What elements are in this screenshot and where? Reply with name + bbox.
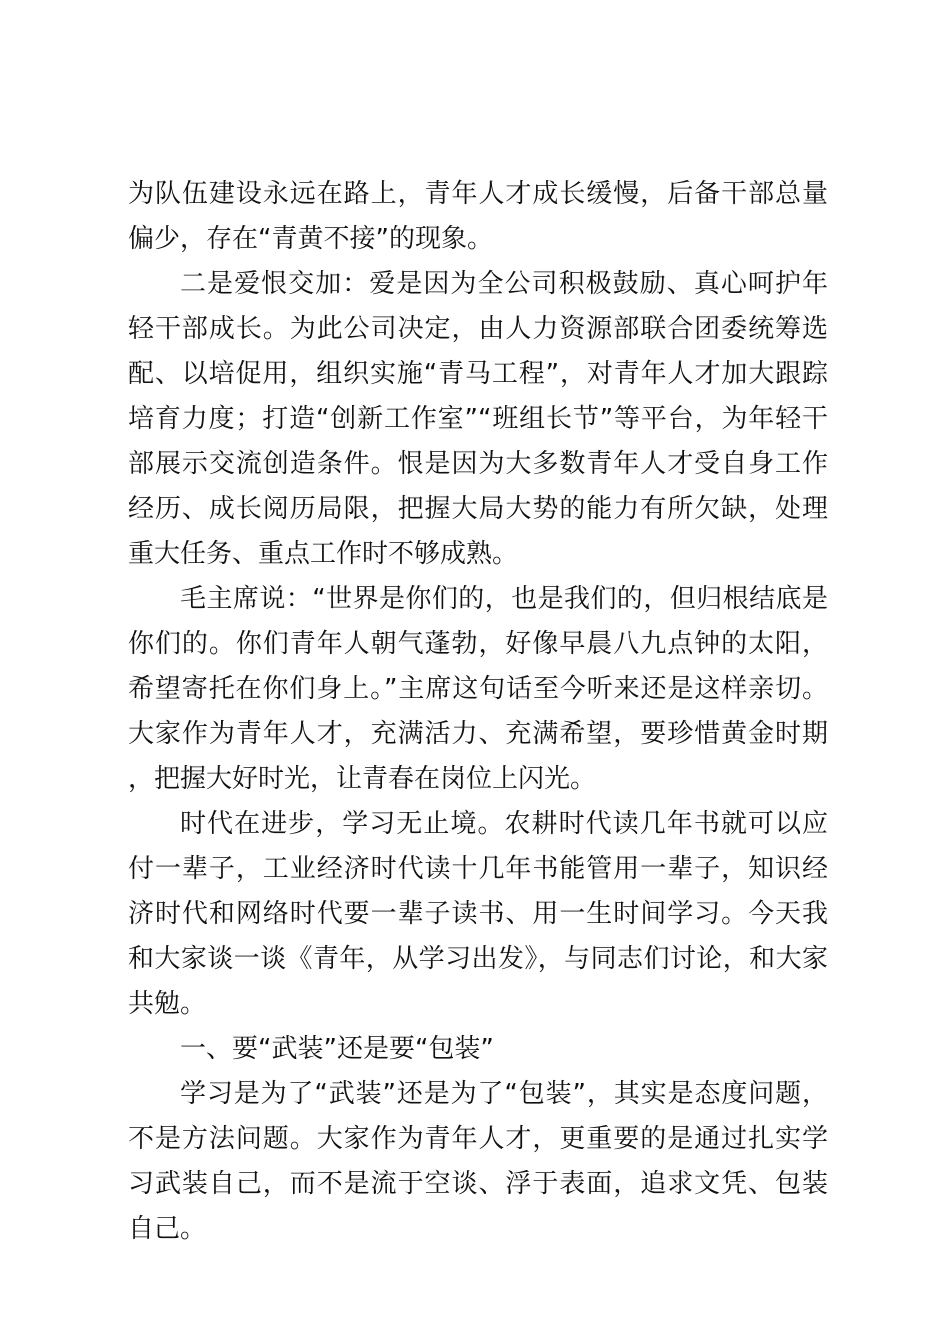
paragraph-times-progress: 时代在进步，学习无止境。农耕时代读几年书就可以应付一辈子，工业经济时代读十几年书能管用一辈子，知识经济时代和网络时代要一辈子读书、用一生时间学习。今天我和大家谈一谈《青年，从学习出发》，与同志们讨论，和大家共勉。 (128, 809, 828, 1019)
paragraph-learning-purpose: 学习是为了“武装”还是为了“包装”，其实是态度问题，不是方法问题。大家作为青年人才，更重要的是通过扎实学习武装自己，而不是流于空谈、浮于表面，追求文凭、包装自己。 (128, 1079, 828, 1244)
document-body (128, 172, 828, 1252)
paragraph-chairman-quote: 毛主席说：“世界是你们的，也是我们的，但归根结底是你们的。你们青年人朝气蓬勃，好像早晨八九点钟的太阳，希望寄托在你们身上。”主席这句话至今听来还是这样亲切。大家作为青年人才，充满活力、充满希望，要珍惜黄金时期，把握大好时光，让青春在岗位上闪光。 (128, 584, 828, 794)
paragraph-continuation: 为队伍建设永远在路上，青年人才成长缓慢，后备干部总量偏少，存在“青黄不接”的现象。 (128, 179, 828, 254)
paragraph-love-and-hate: 二是爱恨交加：爱是因为全公司积极鼓励、真心呵护年轻干部成长。为此公司决定，由人力资源部联合团委统筹选配、以培促用，组织实施“青马工程”，对青年人才加大跟踪培育力度；打造“创新工作室”“班组长节”等平台，为年轻干部展示交流创造条件。恨是因为大多数青年人才受自身工作经历、成长阅历局限，把握大局大势的能力有所欠缺，处理重大任务、重点工作时不够成熟。 (128, 269, 828, 569)
section-heading-1: 一、要“武装”还是要“包装” (180, 1034, 494, 1064)
